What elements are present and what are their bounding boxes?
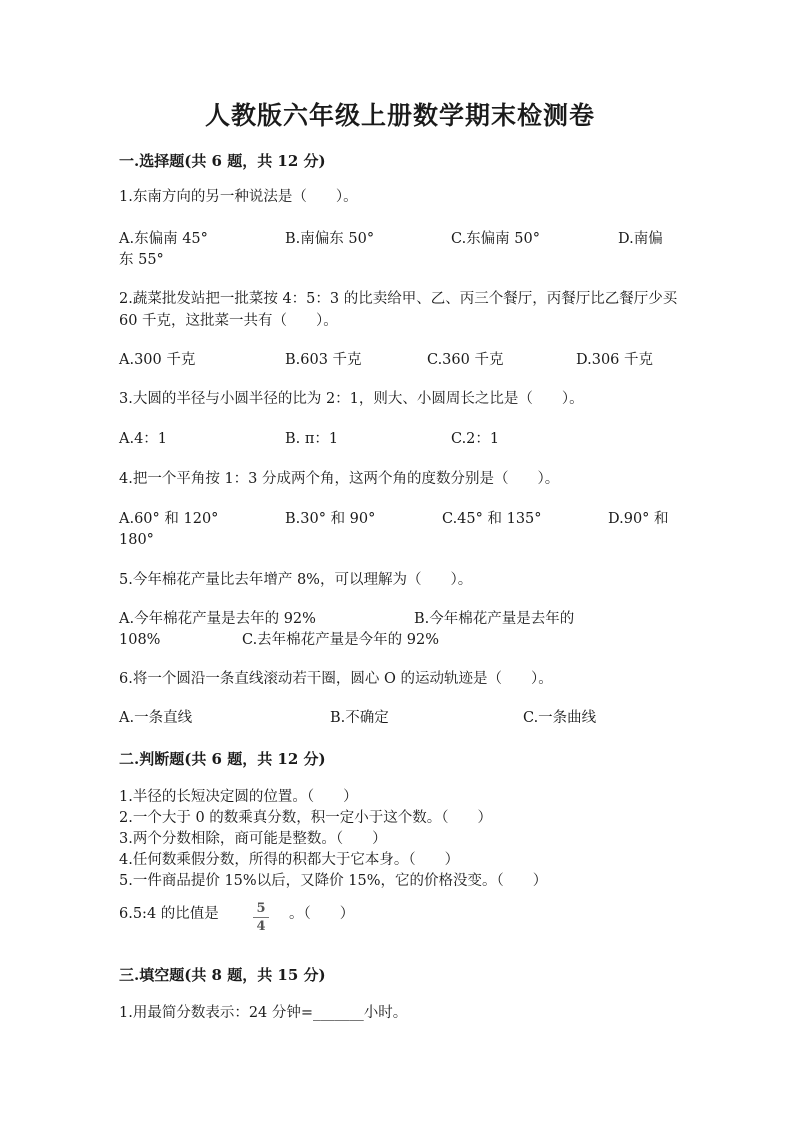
question-stem: 5.今年棉花产量比去年增产 8%，可以理解为（ ）。: [119, 572, 473, 588]
option: B.603 千克: [285, 352, 362, 368]
judge-item-6-text: 6.5:4 的比值是: [119, 906, 219, 922]
option: C.2：1: [451, 431, 500, 447]
question-stem: 3.大圆的半径与小圆半径的比为 2：1，则大、小圆周长之比是（ ）。: [119, 391, 584, 407]
judge-item: 4.任何数乘假分数，所得的积都大于它本身。（ ）: [119, 852, 460, 868]
question-stem: 1.东南方向的另一种说法是（ ）。: [119, 189, 358, 205]
option: C.去年棉花产量是今年的 92%: [242, 632, 440, 648]
fraction: [253, 902, 269, 933]
option: C.360 千克: [427, 352, 504, 368]
option: D.306 千克: [576, 352, 654, 368]
option: A.300 千克: [119, 352, 196, 368]
option: C.一条曲线: [523, 710, 597, 726]
option: 180°: [119, 532, 154, 548]
judge-item: 5.一件商品提价 15%以后，又降价 15%，它的价格没变。（ ）: [119, 873, 548, 889]
option: D.90° 和: [608, 511, 669, 527]
page-title: 人教版六年级上册数学期末检测卷: [204, 101, 595, 130]
option: A.4：1: [119, 431, 168, 447]
option: A.东偏南 45°: [119, 231, 208, 247]
option: A.60° 和 120°: [119, 511, 219, 527]
option: B.30° 和 90°: [285, 511, 376, 527]
option: A.今年棉花产量是去年的 92%: [119, 611, 316, 627]
option: B.南偏东 50°: [285, 231, 375, 247]
judge-item: 3.两个分数相除，商可能是整数。（ ）: [119, 831, 387, 847]
question-stem: 2.蔬菜批发站把一批菜按 4：5：3 的比卖给甲、乙、丙三个餐厅，丙餐厅比乙餐厅少买 60 千克，这批菜一共有（ ）。: [119, 291, 678, 329]
fraction-numerator: 5: [256, 901, 266, 916]
option: B. π：1: [285, 431, 339, 447]
section-heading-choice: 一.选择题(共 6 题，共 12 分): [119, 152, 326, 170]
fraction-bar: [253, 917, 269, 918]
option: A.一条直线: [119, 710, 193, 726]
option: 108%: [119, 632, 161, 648]
fill-item: 1.用最简分数表示：24 分钟=_______小时。: [119, 1005, 408, 1021]
section-heading-fill: 三.填空题(共 8 题，共 15 分): [119, 966, 326, 984]
option: C.东偏南 50°: [451, 231, 540, 247]
question-stem: 4.把一个平角按 1：3 分成两个角，这两个角的度数分别是（ ）。: [119, 471, 560, 487]
judge-item-6-blank: 。（ ）: [289, 906, 355, 922]
option: B.不确定: [330, 710, 389, 726]
option: D.南偏: [618, 231, 663, 247]
question-stem: 6.将一个圆沿一条直线滚动若干圈，圆心 O 的运动轨迹是（ ）。: [119, 671, 553, 687]
fraction-denominator: 4: [256, 919, 266, 934]
option: B.今年棉花产量是去年的: [414, 611, 575, 627]
section-heading-judge: 二.判断题(共 6 题，共 12 分): [119, 750, 326, 768]
judge-item: 1.半径的长短决定圆的位置。（ ）: [119, 789, 358, 805]
option: C.45° 和 135°: [442, 511, 542, 527]
option: 东 55°: [119, 252, 164, 268]
judge-item: 2.一个大于 0 的数乘真分数，积一定小于这个数。（ ）: [119, 810, 493, 826]
